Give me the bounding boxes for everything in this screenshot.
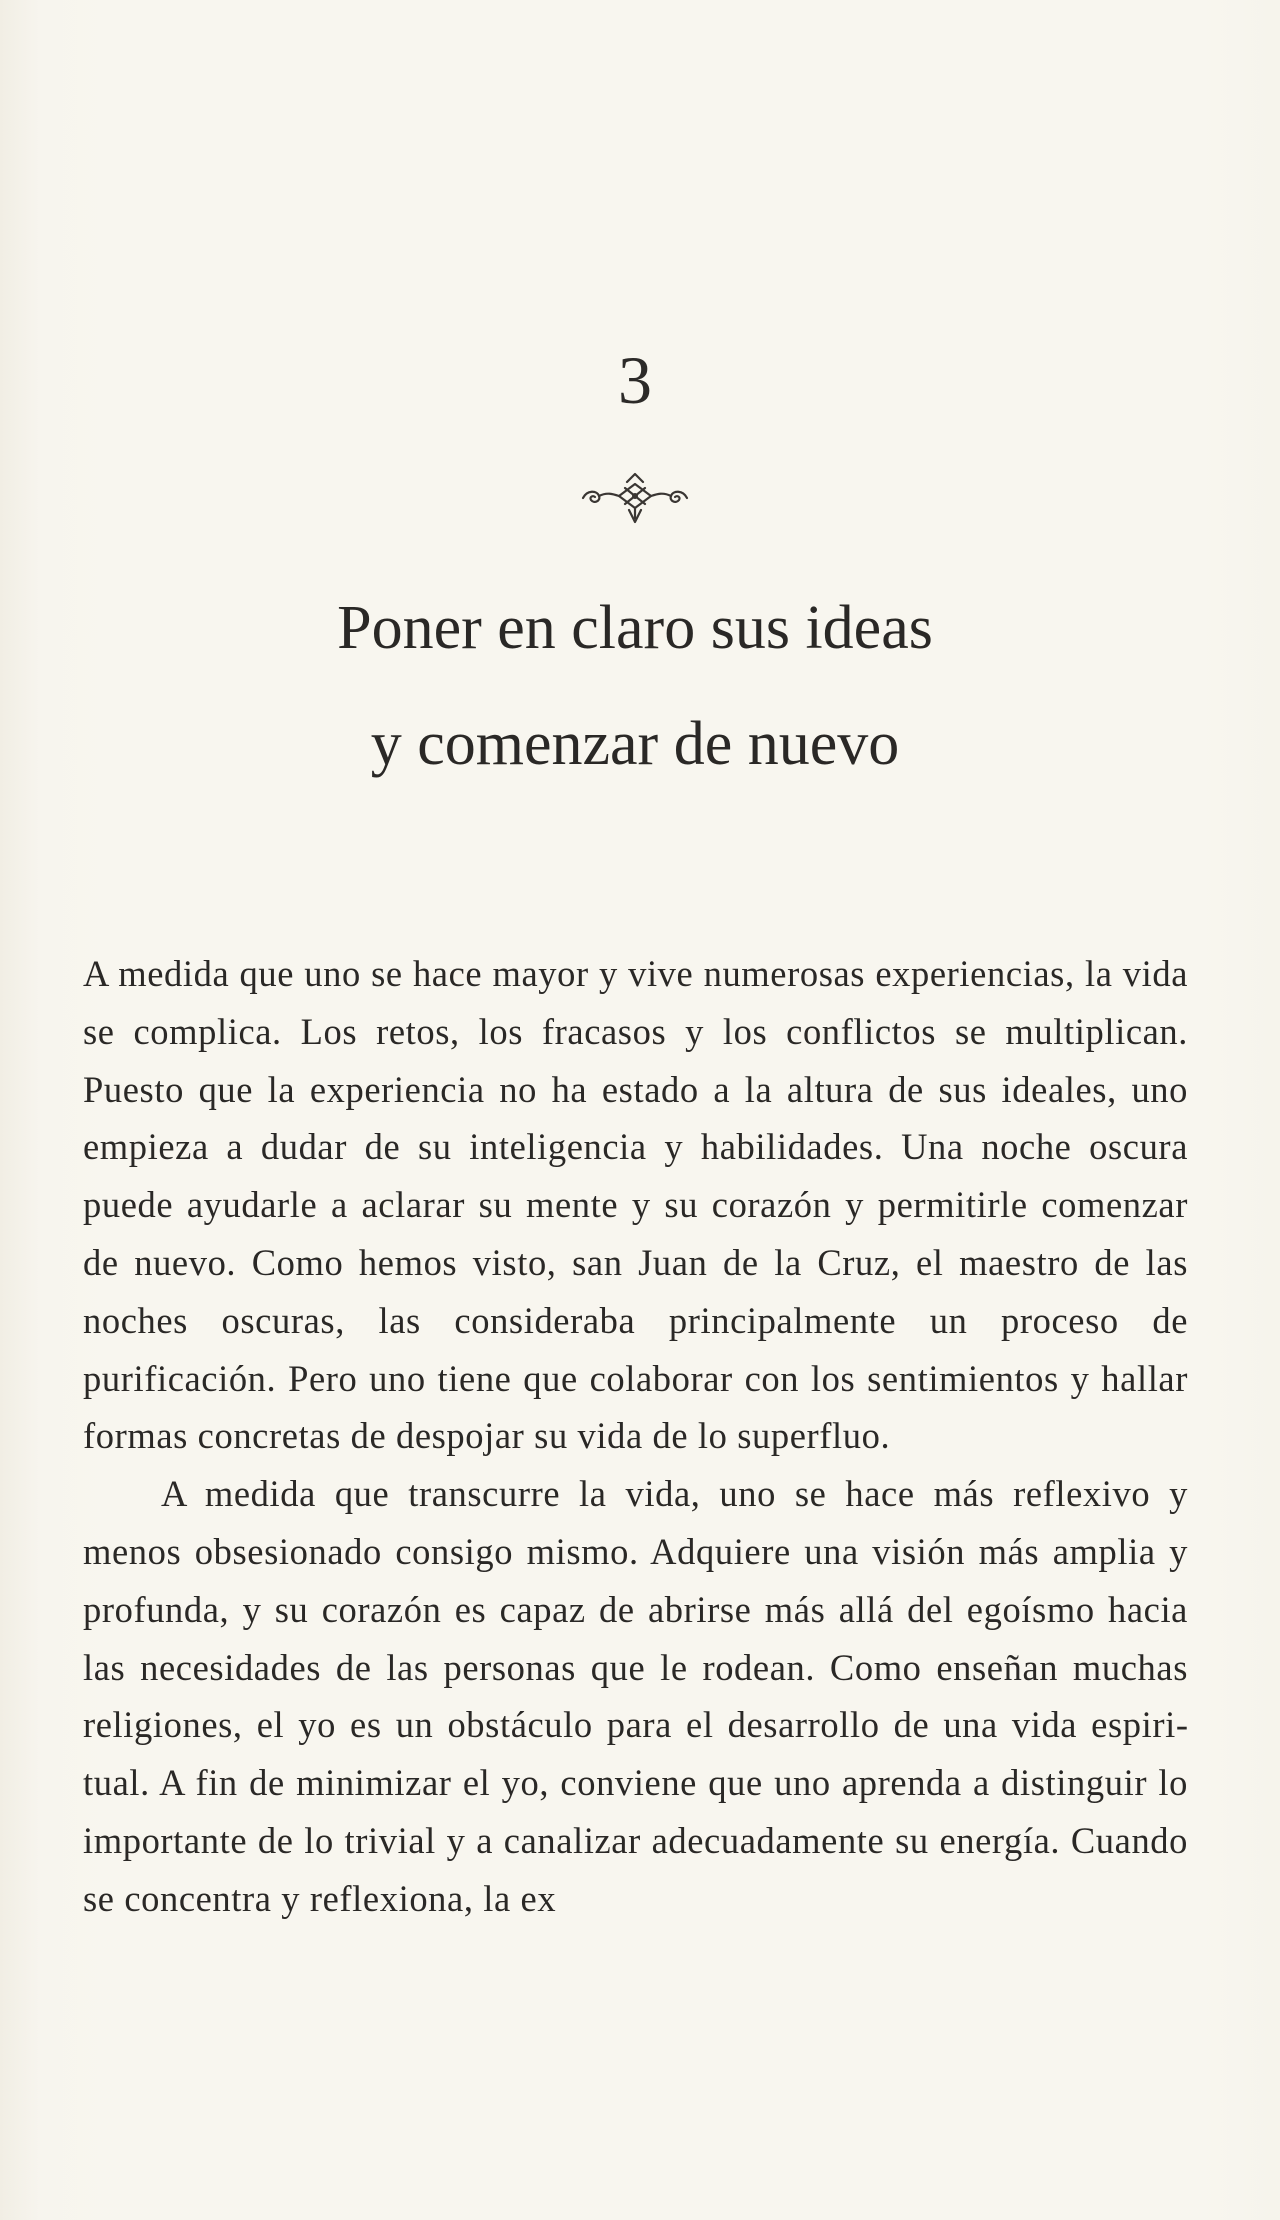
chapter-number: 3: [618, 342, 652, 418]
fleuron-ornament-icon: [577, 468, 693, 528]
paragraph-2: A medida que transcurre la vida, uno se hace más reflexivo y menos obsesionado consigo mismo. Adquiere una visión más amplia y profunda, y su corazón es capaz de abrirse más allá del egoísmo hacia las necesidades de las personas que le rodean. Como enseñan muchas religiones, el yo es un obstáculo para el desarrollo de una vida espiritual. A fin de minimizar el yo, conviene que uno aprenda a distinguir lo importante de lo trivial y a canalizar adecuadamente su energía. Cuando se concentra y reflexiona, la ex: [83, 1473, 1188, 1919]
chapter-title: [0, 570, 1270, 802]
chapter-title-line-2: y comenzar de nuevo: [370, 710, 900, 778]
paragraph-1: A medida que uno se hace mayor y vive numerosas experiencias, la vida se complica. Los retos, los fracasos y los conflictos se multiplican. Puesto que la experiencia no ha estado a la altura de sus ideales, uno empieza a dudar de su inteligencia y habilidades. Una noche oscura puede ayudarle a aclarar su mente y su corazón y permitirle comenzar de nuevo. Como hemos visto, san Juan de la Cruz, el maestro de las noches oscuras, las consideraba principalmente un proceso de purificación. Pero uno tiene que colaborar con los sentimientos y hallar formas concretas de despojar su vida de lo superfluo.: [83, 953, 1188, 1457]
chapter-title-line-1: Poner en claro sus ideas: [337, 594, 933, 662]
body-text: [83, 945, 1188, 1928]
